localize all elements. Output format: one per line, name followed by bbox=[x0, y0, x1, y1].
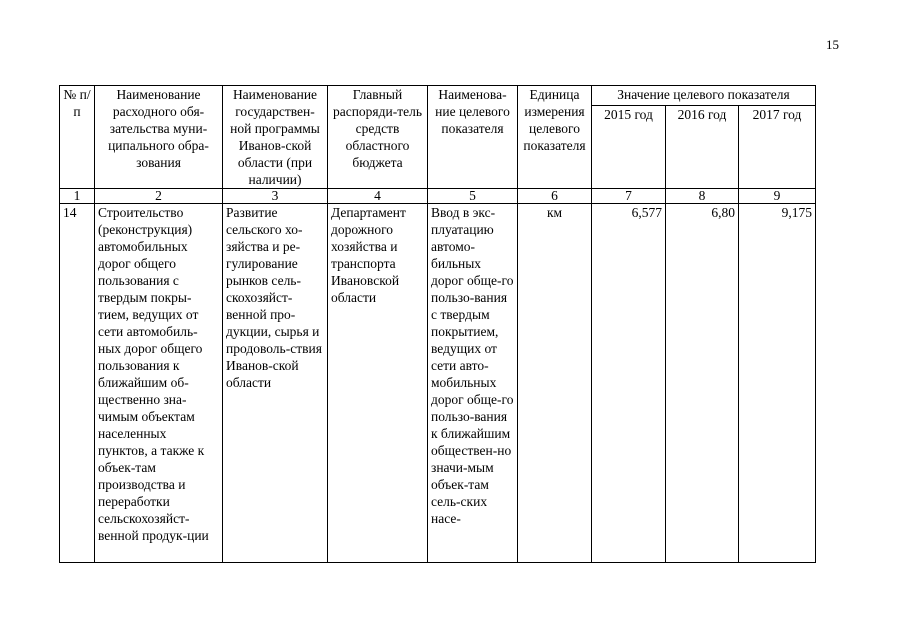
row-manager: Департамент дорожного хозяйства и транспорта Ивановской области bbox=[328, 204, 428, 563]
header-program: Наименование государствен-ной программы Иванов-ской области (при наличии) bbox=[223, 86, 328, 189]
column-number: 3 bbox=[223, 189, 328, 204]
header-obligation: Наименование расходного обя-зательства муни-ципального обра-зования bbox=[95, 86, 223, 189]
column-number: 8 bbox=[666, 189, 739, 204]
row-value-2017: 9,175 bbox=[739, 204, 816, 563]
column-number: 2 bbox=[95, 189, 223, 204]
header-year-2015: 2015 год bbox=[592, 105, 666, 188]
header-unit: Единица измерения целевого показателя bbox=[518, 86, 592, 189]
header-row-1 bbox=[60, 86, 816, 106]
column-number: 9 bbox=[739, 189, 816, 204]
row-value-2015: 6,577 bbox=[592, 204, 666, 563]
row-unit: км bbox=[518, 204, 592, 563]
row-value-2016: 6,80 bbox=[666, 204, 739, 563]
target-indicators-table bbox=[59, 85, 816, 563]
column-number: 1 bbox=[60, 189, 95, 204]
table-row bbox=[60, 204, 816, 563]
row-indicator: Ввод в экс-плуатацию автомо-бильных дорог обще-го пользо-вания с твердым покрытием, ведущих от сети авто-мобильных дорог обще-го пользо-вания к ближайшим обществен-но значи-мым объек-там сель-ских насе- bbox=[428, 204, 518, 563]
row-num: 14 bbox=[60, 204, 95, 563]
column-number: 4 bbox=[328, 189, 428, 204]
header-year-2016: 2016 год bbox=[666, 105, 739, 188]
header-num: № п/п bbox=[60, 86, 95, 189]
column-numbers-row bbox=[60, 189, 816, 204]
column-number: 7 bbox=[592, 189, 666, 204]
column-number: 5 bbox=[428, 189, 518, 204]
row-obligation: Строительство (реконструкция) автомобильных дорог общего пользования с твердым покры-тием, ведущих от сети автомобиль-ных дорог общего пользования к ближайшим об-щественно зна-чимым объектам населенных пунктов, а также к объек-там производства и переработки сельскохозяйст-венной продук-ции bbox=[95, 204, 223, 563]
column-number: 6 bbox=[518, 189, 592, 204]
header-indicator: Наименова-ние целевого показателя bbox=[428, 86, 518, 189]
header-manager: Главный распоряди-тель средств областного бюджета bbox=[328, 86, 428, 189]
header-year-2017: 2017 год bbox=[739, 105, 816, 188]
row-program: Развитие сельского хо-зяйства и ре-гулирование рынков сель-скохозяйст-венной про-дукции, сырья и продоволь-ствия Иванов-ской области bbox=[223, 204, 328, 563]
page-number: 15 bbox=[826, 37, 839, 52]
header-values-group: Значение целевого показателя bbox=[592, 86, 816, 106]
